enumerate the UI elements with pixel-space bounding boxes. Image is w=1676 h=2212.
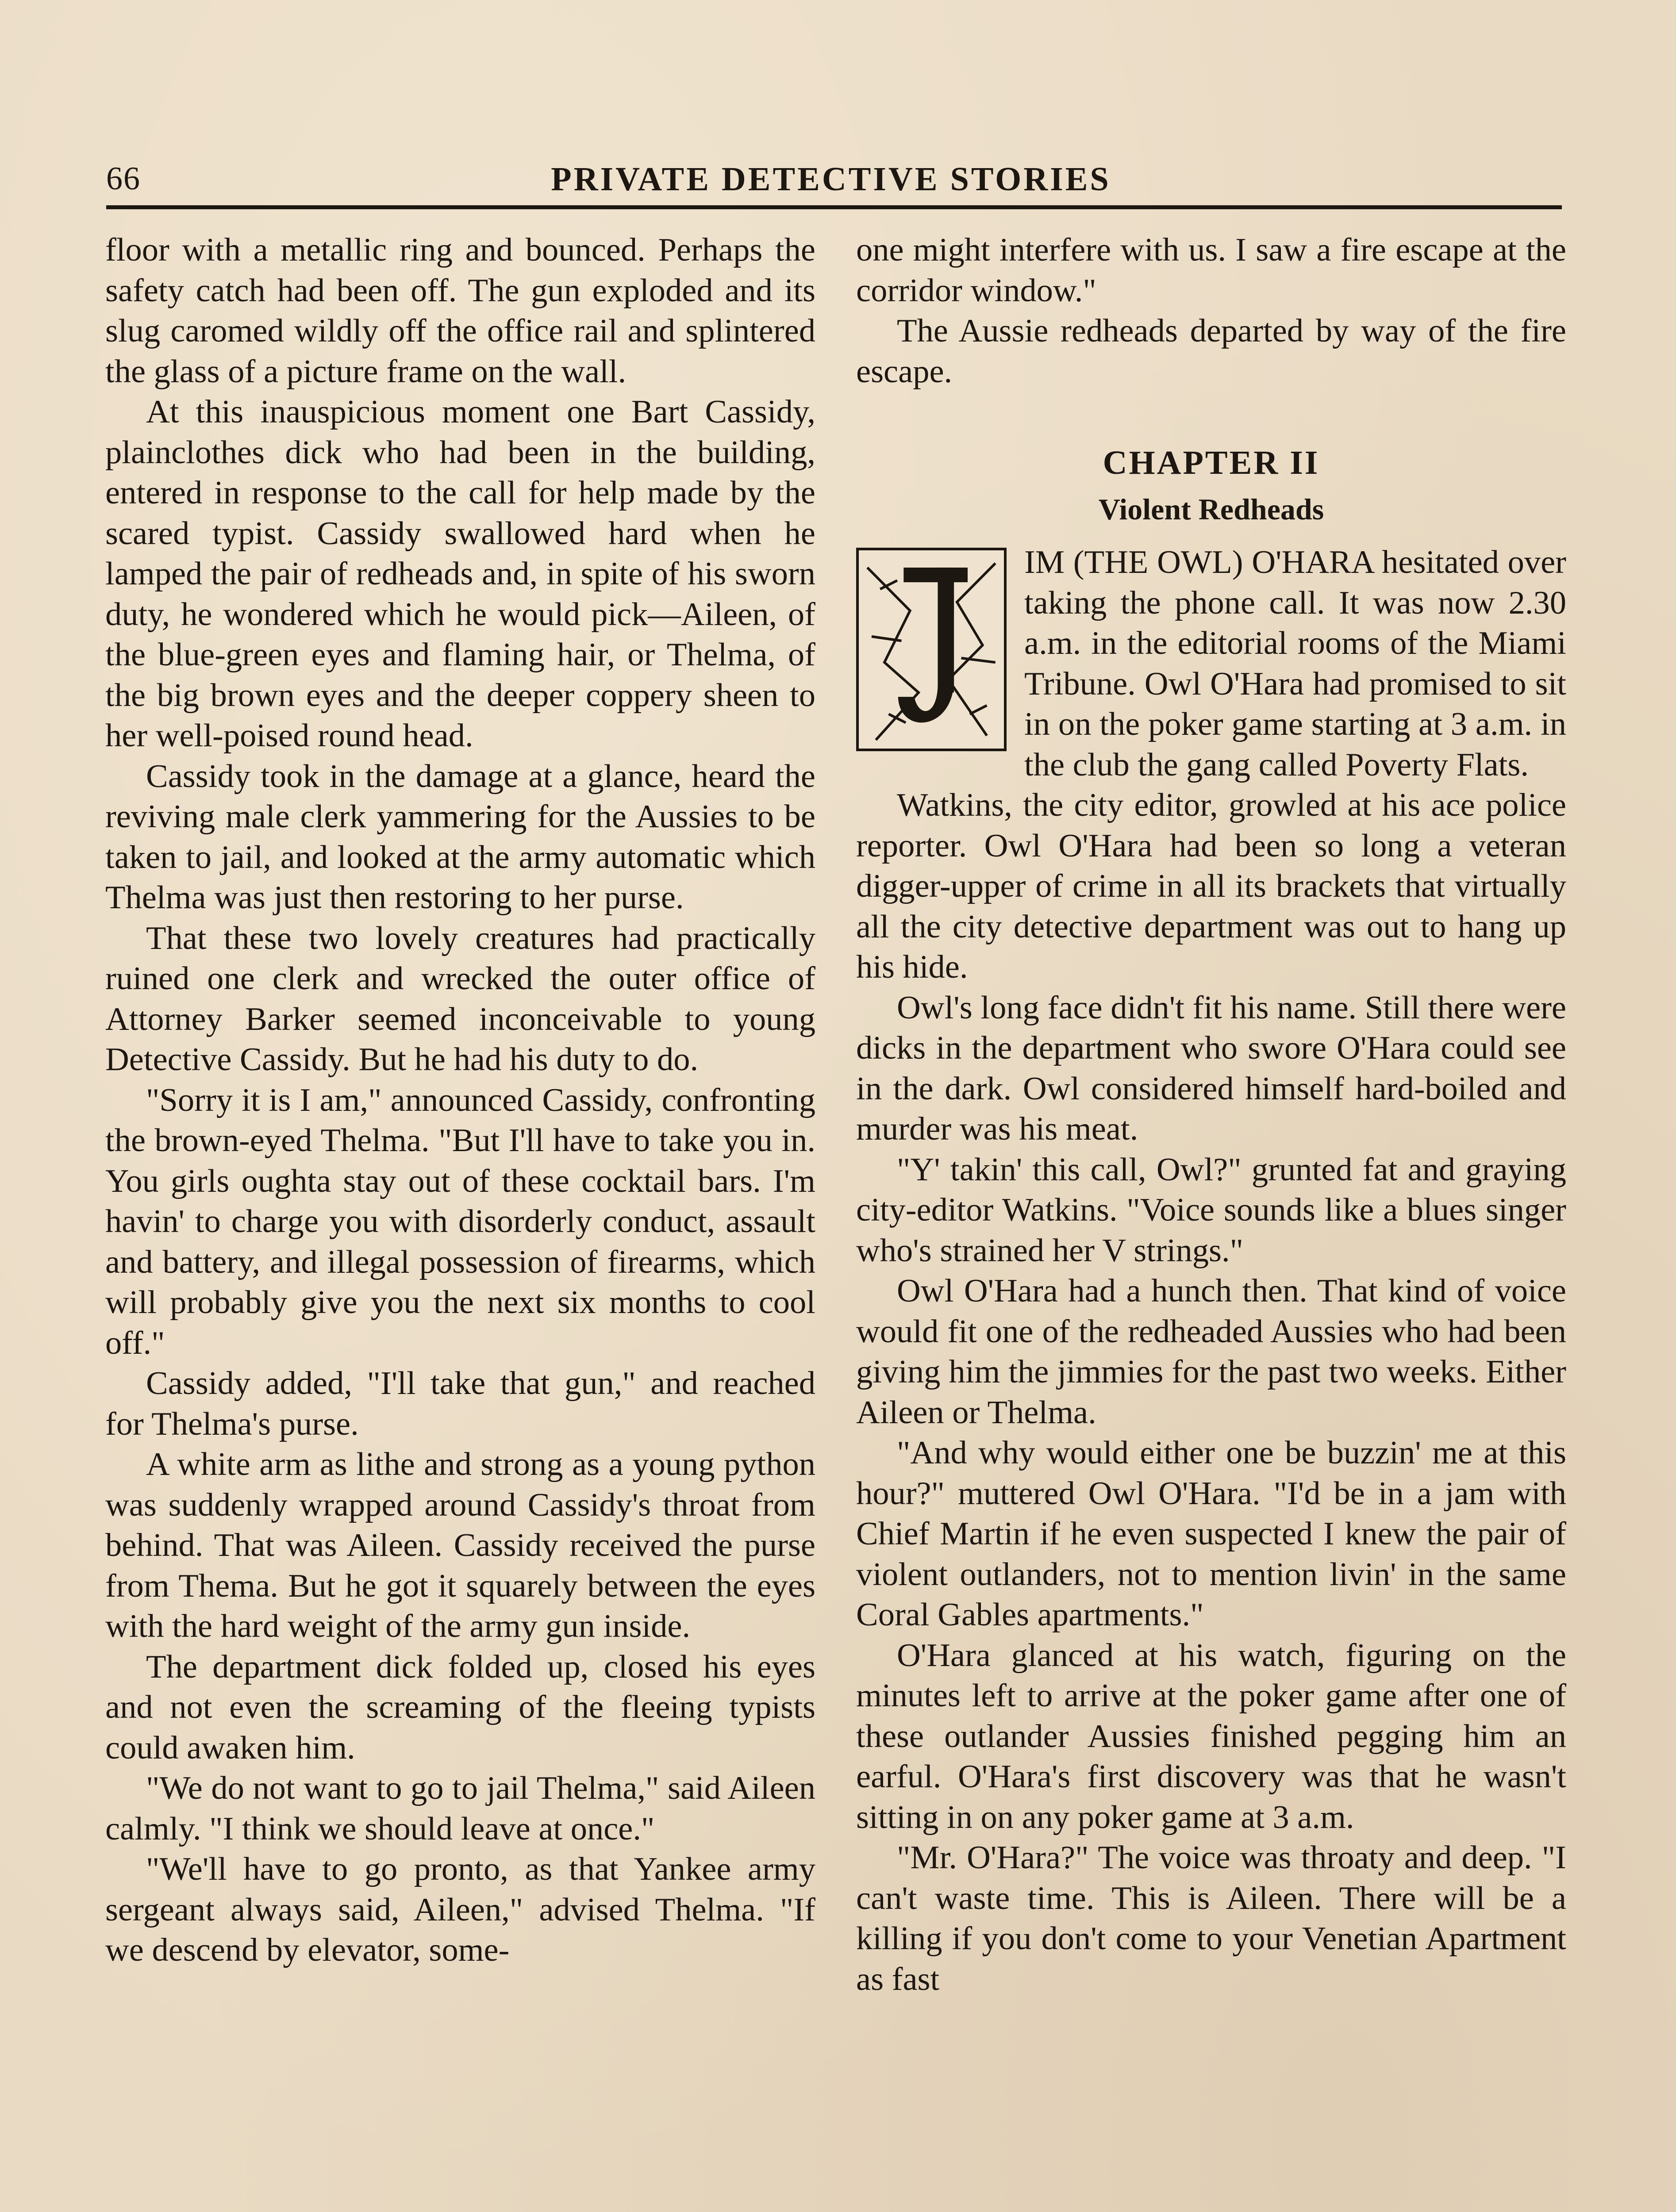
- header-rule: [106, 205, 1562, 209]
- chapter-heading: CHAPTER II: [1103, 444, 1320, 481]
- page-number: 66: [106, 161, 141, 197]
- paragraph: O'Hara glanced at his watch, figuring on the minutes left to arrive at the poker game after one of these outlander Aussies finished pegging him an earful. O'Hara's first discovery was that he wasn't sitting in on any poker game at 3 a.m.: [856, 1637, 1566, 1836]
- paragraph: "And why would either one be buzzin' me at this hour?" muttered Owl O'Hara. "I'd be in a jam with Chief Martin if he even suspected I knew the pair of violent outlanders, not to mention livin' in the same Coral Gables apartments.": [856, 1435, 1566, 1633]
- right-column: [856, 230, 1566, 2000]
- paragraph: Watkins, the city editor, growled at his ace police reporter. Owl O'Hara had been so long a veteran digger-upper of crime in all its brackets that virtually all the city detective department was out to hang up his hide.: [856, 787, 1566, 985]
- paragraph: The Aussie redheads departed by way of the fire escape.: [856, 313, 1566, 390]
- paragraph: The department dick folded up, closed his eyes and not even the screaming of the fleeing typists could awaken him.: [105, 1648, 815, 1766]
- paragraph: "Mr. O'Hara?" The voice was throaty and deep. "I can't waste time. This is Aileen. There will be a killing if you don't come to your Venetian Apartment as fast: [856, 1839, 1566, 1997]
- magazine-title: PRIVATE DETECTIVE STORIES: [551, 161, 1111, 198]
- paragraph: That these two lovely creatures had practically ruined one clerk and wrecked the outer office of Attorney Barker seemed inconceivable to young Detective Cassidy. But he had his duty to do.: [105, 920, 815, 1078]
- paragraph: Owl O'Hara had a hunch then. That kind of voice would fit one of the redheaded Aussies who had been giving him the jimmies for the past two weeks. Either Aileen or Thelma.: [856, 1273, 1566, 1431]
- paragraph: "Sorry it is I am," announced Cassidy, confronting the brown-eyed Thelma. "But I'll have to take you in. You girls oughta stay out of these cocktail bars. I'm havin' to charge you with disorderly conduct, assault and battery, and illegal possession of firearms, which will probably give you the next six months to cool off.": [105, 1082, 815, 1361]
- paragraph: "Y' takin' this call, Owl?" grunted fat and graying city-editor Watkins. "Voice sounds like a blues singer who's strained her V strings.": [856, 1151, 1566, 1269]
- paragraph: Cassidy added, "I'll take that gun," and reached for Thelma's purse.: [105, 1365, 815, 1442]
- paragraph: At this inauspicious moment one Bart Cassidy, plainclothes dick who had been in the building, entered in response to the call for help made by the scared typist. Cassidy swallowed hard when he lamped the pair of redheads and, in spite of his sworn duty, he wondered which he would pick—Aileen, of the blue-green eyes and flaming hair, or Thelma, of the big brown eyes and the deeper coppery sheen to her well-poised round head.: [105, 394, 815, 754]
- drop-cap-j-icon: [859, 550, 1004, 749]
- paragraph: floor with a metallic ring and bounced. Perhaps the safety catch had been off. The gun exploded and its slug caromed wildly off the office rail and splintered the glass of a picture frame on the wall.: [105, 232, 815, 390]
- paragraph: A white arm as lithe and strong as a young python was suddenly wrapped around Cassidy's throat from behind. That was Aileen. Cassidy received the purse from Thema. But he got it squarely between the eyes with the hard weight of the army gun inside.: [105, 1446, 815, 1644]
- chapter-opening-paragraph: [856, 542, 1566, 785]
- running-head: [106, 155, 1556, 204]
- paragraph: Owl's long face didn't fit his name. Still there were dicks in the department who swore O'Hara could see in the dark. Owl considered himself hard-boiled and murder was his meat.: [856, 989, 1566, 1147]
- paragraph: one might interfere with us. I saw a fire escape at the corridor window.": [856, 232, 1566, 309]
- drop-cap-illustration: [856, 548, 1007, 751]
- chapter-subtitle: Violent Redheads: [1098, 492, 1324, 526]
- left-column: [105, 230, 815, 1971]
- chapter-opening-text: IM (THE OWL) O'HARA hesitated over taking the phone call. It was now 2.30 a.m. in the editorial rooms of the Miami Tribune. Owl O'Hara had promised to sit in on the poker game starting at 3 a.m. in the club the gang called Poverty Flats.: [1024, 544, 1566, 783]
- paragraph: "We do not want to go to jail Thelma," said Aileen calmly. "I think we should leave at once.": [105, 1770, 815, 1847]
- paragraph: "We'll have to go pronto, as that Yankee army sergeant always said, Aileen," advised Thelma. "If we descend by elevator, some-: [105, 1851, 815, 1968]
- paragraph: Cassidy took in the damage at a glance, heard the reviving male clerk yammering for the Aussies to be taken to jail, and looked at the army automatic which Thelma was just then restoring to her purse.: [105, 758, 815, 916]
